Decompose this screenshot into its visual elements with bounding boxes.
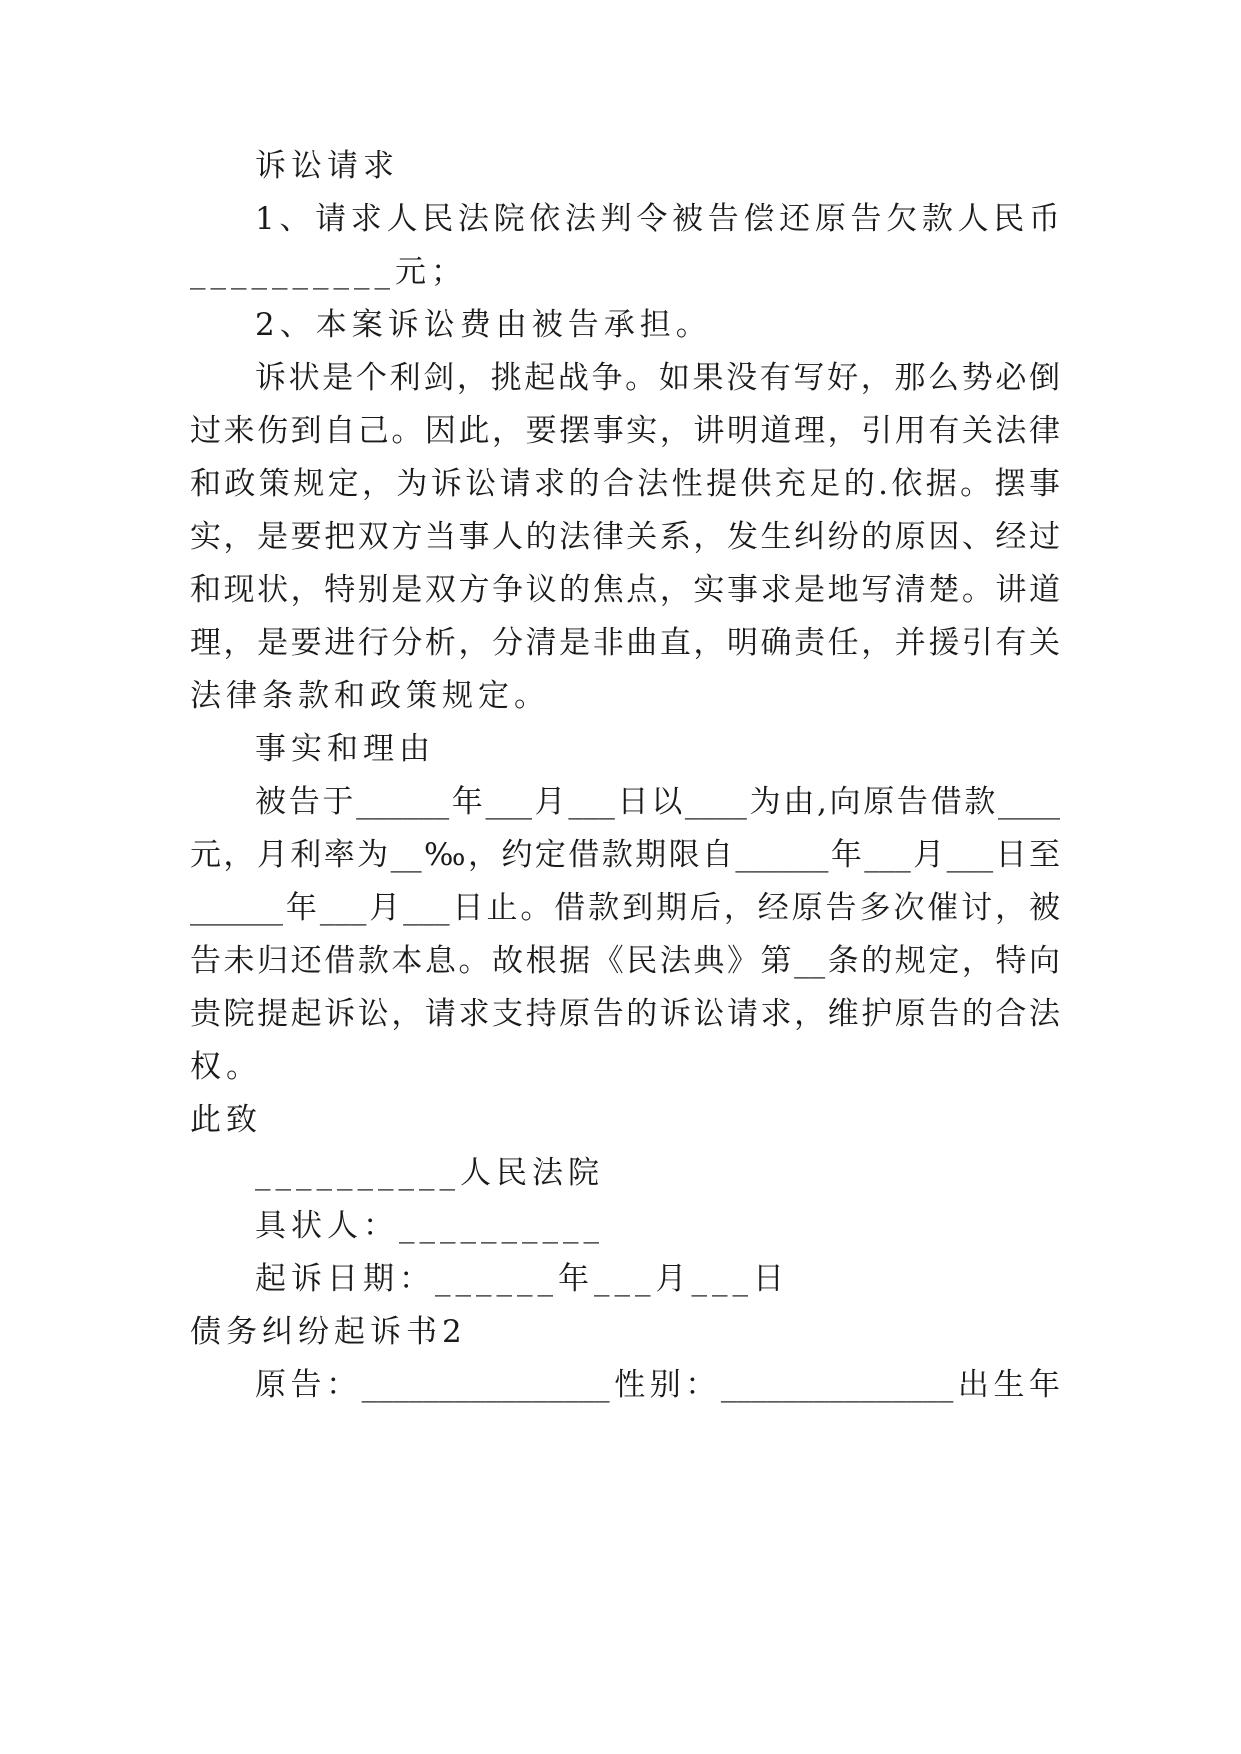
plaintiff-signature-line: 具状人：__________ (255, 1208, 604, 1244)
facts-line: 权。 (190, 1049, 262, 1085)
plaintiff-info-line: 原告：________________性别：_______________出生年 (255, 1367, 1060, 1403)
facts-line: 元，月利率为__‰，约定借款期限自______年___月___日至 (190, 837, 1060, 873)
paragraph-line: 过来伤到自己。因此，要摆事实，讲明道理，引用有关法律 (190, 413, 1060, 449)
paragraph-line: 法律条款和政策规定。 (190, 678, 550, 714)
heading-litigation-claims: 诉讼请求 (255, 148, 399, 184)
paragraph-line: 和现状，特别是双方争议的焦点，实事求是地写清楚。讲道 (190, 572, 1060, 608)
claim-item-1-amount: __________元； (190, 254, 467, 290)
claim-item-1: 1、请求人民法院依法判令被告偿还原告欠款人民币 (255, 201, 1060, 237)
section-title-2: 债务纠纷起诉书2 (190, 1314, 467, 1350)
facts-line: 告未归还借款本息。故根据《民法典》第__条的规定，特向 (190, 943, 1060, 979)
paragraph-line: 和政策规定，为诉讼请求的合法性提供充足的.依据。摆事 (190, 466, 1060, 502)
filing-date-line: 起诉日期：______年___月___日 (255, 1261, 789, 1297)
facts-line: 贵院提起诉讼，请求支持原告的诉讼请求，维护原告的合法 (190, 996, 1060, 1032)
court-name-line: __________人民法院 (255, 1155, 604, 1191)
paragraph-line: 诉状是个利剑，挑起战争。如果没有写好，那么势必倒 (255, 360, 1060, 396)
claim-item-2: 2、本案诉讼费由被告承担。 (255, 307, 712, 343)
facts-line: ______年___月___日止。借款到期后，经原告多次催讨，被 (190, 890, 1060, 926)
paragraph-line: 理，是要进行分析，分清是非曲直，明确责任，并援引有关 (190, 625, 1060, 661)
facts-line: 被告于______年___月___日以____为由,向原告借款____ (255, 784, 1060, 820)
heading-facts-and-reasons: 事实和理由 (255, 731, 435, 767)
salutation: 此致 (190, 1102, 262, 1138)
paragraph-line: 实，是要把双方当事人的法律关系，发生纠纷的原因、经过 (190, 519, 1060, 555)
